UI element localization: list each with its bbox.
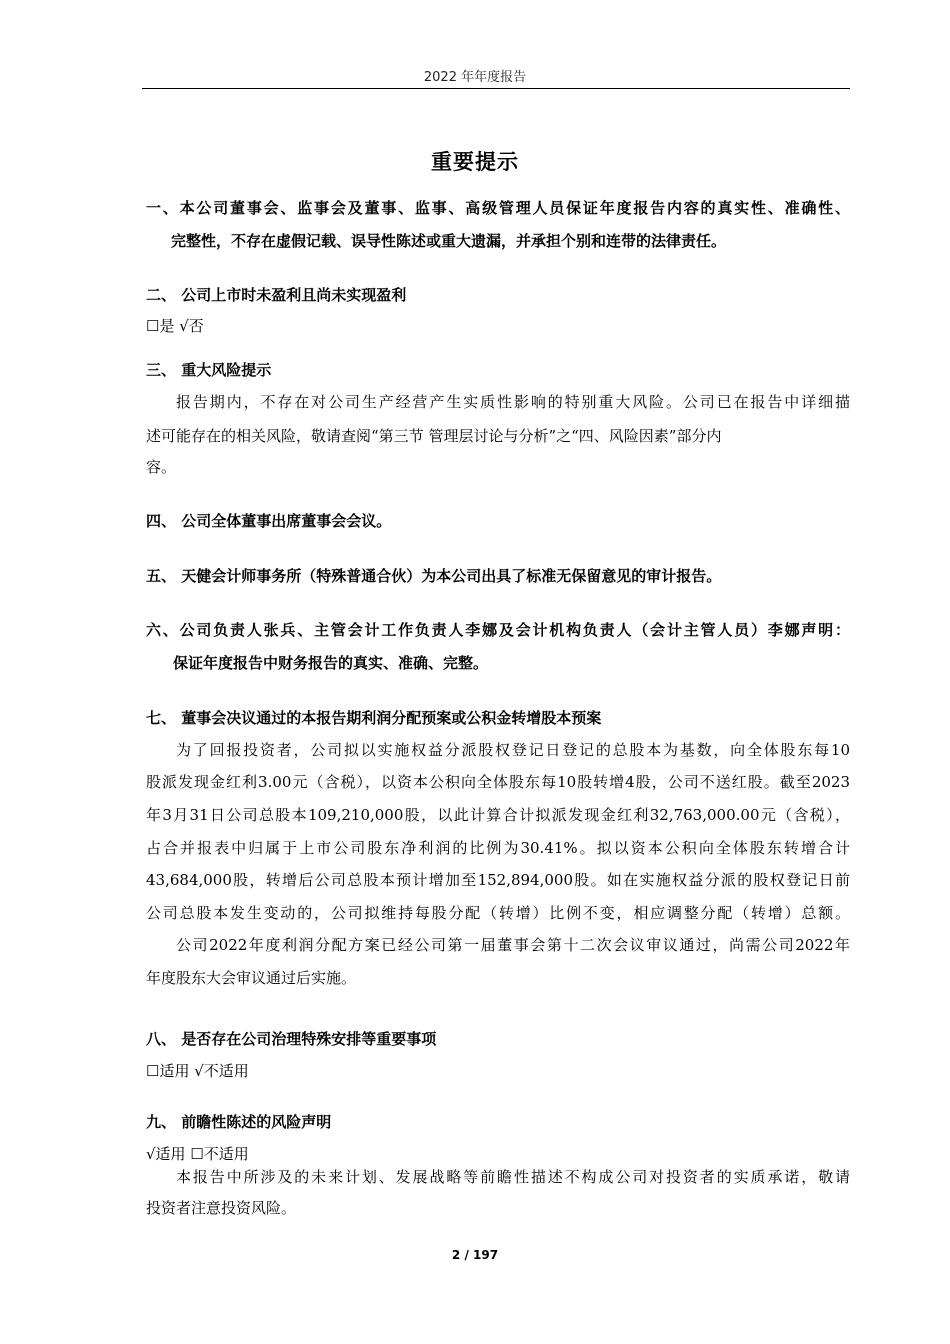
section-7-line-2: 股派发现金红利3.00元（含税），以资本公积向全体股东每10股转增4股，公司不送红股。截至2023 <box>146 773 850 791</box>
section-7-line-3: 年3月31日公司总股本109,210,000股，以此计算合计拟派发现金红利32,763,000.00元（含税）， <box>146 806 850 824</box>
section-5-text: 五、 天健会计师事务所（特殊普通合伙）为本公司出具了标准无保留意见的审计报告。 <box>146 567 722 585</box>
section-7-line-7: 公司2022年度利润分配方案已经公司第一届董事会第十二次会议审议通过，尚需公司2022年 <box>176 936 850 954</box>
section-6-line-1: 六、公司负责人张兵、主管会计工作负责人李娜及会计机构负责人（会计主管人员）李娜声明： <box>146 621 850 639</box>
section-7-line-1: 为了回报投资者，公司拟以实施权益分派股权登记日登记的总股本为基数，向全体股东每10 <box>176 741 850 759</box>
section-9-options: √适用 ☐不适用 <box>146 1145 249 1163</box>
section-7-line-6: 公司总股本发生变动的，公司拟维持每股分配（转增）比例不变，相应调整分配（转增）总额。 <box>146 904 850 922</box>
section-2-options: ☐是 √否 <box>146 317 204 335</box>
section-7-heading: 七、 董事会决议通过的本报告期利润分配预案或公积金转增股本预案 <box>146 709 602 727</box>
section-9-line-1: 本报告中所涉及的未来计划、发展战略等前瞻性描述不构成公司对投资者的实质承诺，敬请 <box>176 1168 850 1186</box>
section-1-line-2: 完整性，不存在虚假记载、误导性陈述或重大遗漏，并承担个别和连带的法律责任。 <box>171 232 727 250</box>
section-7-line-8: 年度股东大会审议通过后实施。 <box>146 969 357 987</box>
section-7-line-4: 占合并报表中归属于上市公司股东净利润的比例为30.41%。拟以资本公积向全体股东转增合计 <box>146 839 850 857</box>
page-title: 重要提示 <box>431 150 519 174</box>
header-divider <box>142 88 850 89</box>
section-9-line-2: 投资者注意投资风险。 <box>146 1199 297 1217</box>
section-2-heading: 二、 公司上市时未盈利且尚未实现盈利 <box>146 286 407 304</box>
section-4-text: 四、 公司全体董事出席董事会会议。 <box>146 512 392 530</box>
running-header: 2022 年年度报告 <box>423 70 527 85</box>
section-3-line-3: 容。 <box>146 458 177 476</box>
page-number: 2 / 197 <box>451 1248 499 1262</box>
section-7-line-5: 43,684,000股，转增后公司总股本预计增加至152,894,000股。如在实施权益分派的股权登记日前 <box>146 871 850 889</box>
section-6-line-2: 保证年度报告中财务报告的真实、准确、完整。 <box>173 654 489 672</box>
section-9-heading: 九、 前瞻性陈述的风险声明 <box>146 1113 332 1131</box>
section-3-line-1: 报告期内，不存在对公司生产经营产生实质性影响的特别重大风险。公司已在报告中详细描 <box>176 393 850 411</box>
section-8-heading: 八、 是否存在公司治理特殊安排等重要事项 <box>146 1030 437 1048</box>
section-3-line-2: 述可能存在的相关风险，敬请查阅“第三节 管理层讨论与分析”之“四、风险因素”部分内 <box>146 427 722 445</box>
section-8-options: ☐适用 √不适用 <box>146 1062 249 1080</box>
section-1-line-1: 一、本公司董事会、监事会及董事、监事、高级管理人员保证年度报告内容的真实性、准确性、 <box>146 199 850 217</box>
section-3-heading: 三、 重大风险提示 <box>146 361 272 379</box>
